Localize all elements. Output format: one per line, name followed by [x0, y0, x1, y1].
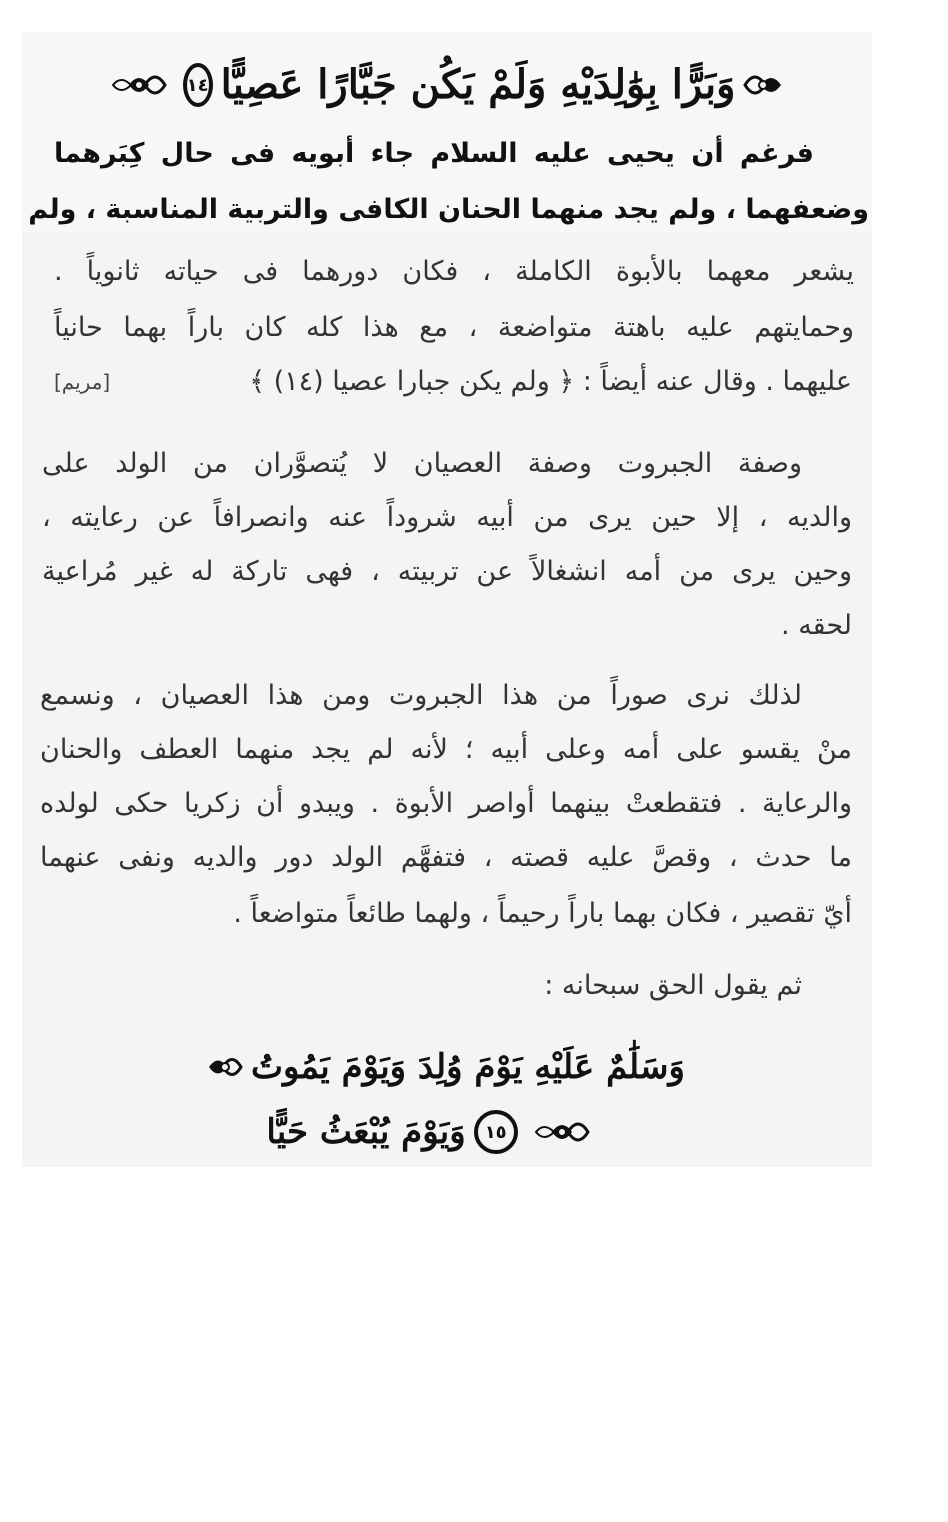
verse-15-start-ornament-icon	[205, 1048, 245, 1086]
verse-end-ornament-icon	[109, 65, 169, 105]
paragraph-2-line-4: لحقه .	[781, 610, 852, 641]
paragraph-1-line-2: وضعفهما ، ولم يجد منهما الحنان الكافى والتربية المناسبة ، ولم	[28, 194, 869, 225]
paragraph-3-line-2: منْ يقسو على أمه وعلى أبيه ؛ لأنه لم يجد منهما العطف والحنان	[40, 734, 852, 765]
verse-start-ornament-icon	[741, 65, 785, 105]
verse-15-text-line-2: وَيَوْمَ يُبْعَثُ حَيًّا	[266, 1112, 466, 1152]
verse-14	[132, 54, 762, 116]
verse-15-end-ornament-icon	[532, 1112, 592, 1152]
paragraph-3-line-5: أيّ تقصير ، فكان بهما باراً رحيماً ، ولهما طائعاً متواضعاً .	[233, 898, 852, 929]
surah-citation: [مريم]	[54, 370, 111, 394]
ayah-number-15: ١٥	[474, 1110, 518, 1154]
ayah-number-14: ١٤	[183, 63, 213, 107]
paragraph-1-line-5: عليهما . وقال عنه أيضاً : ﴿ ولم يكن جبارا عصيا (١٤) ﴾	[249, 366, 852, 397]
paragraph-1-line-4: وحمايتهم عليه باهتة متواضعة ، مع هذا كله كان باراً بهما حانياً	[54, 312, 854, 343]
verse-15-line-2	[262, 1102, 602, 1162]
paragraph-3-line-1: لذلك نرى صوراً من هذا الجبروت ومن هذا العصيان ، ونسمع	[40, 680, 802, 711]
paragraph-2-line-2: والديه ، إلا حين يرى من أبيه شروداً عنه وانصرافاً عن رعايته ،	[42, 502, 852, 533]
verse-14-text: وَبَرًّا بِوَٰلِدَيْهِ وَلَمْ يَكُن جَبَّارًا عَصِيًّا	[220, 61, 736, 108]
paragraph-3-line-4: ما حدث ، وقصَّ عليه قصته ، فتفهَّم الولد دور والديه ونفى عنهما	[40, 842, 852, 873]
verse-15-text-line-1: وَسَلَٰمٌ عَلَيْهِ يَوْمَ وُلِدَ وَيَوْمَ يَمُوتُ	[251, 1047, 685, 1087]
paragraph-1-line-1: فرغم أن يحيى عليه السلام جاء أبويه فى حال كِبَرهما	[54, 138, 814, 169]
verse-intro-line: ثم يقول الحق سبحانه :	[544, 970, 802, 1001]
paragraph-2-line-3: وحين يرى من أمه انشغالاً عن تربيته ، فهى تاركة له غير مُراعية	[42, 556, 852, 587]
verse-15-line-1	[212, 1037, 685, 1097]
paragraph-1-line-3: يشعر معهما بالأبوة الكاملة ، فكان دورهما فى حياته ثانوياً .	[54, 256, 854, 287]
paragraph-2-line-1: وصفة الجبروت وصفة العصيان لا يُتصوَّران من الولد على	[42, 448, 802, 479]
book-page	[22, 32, 872, 1167]
paragraph-3-line-3: والرعاية . فتقطعتْ بينهما أواصر الأبوة . ويبدو أن زكريا حكى لولده	[40, 788, 852, 819]
